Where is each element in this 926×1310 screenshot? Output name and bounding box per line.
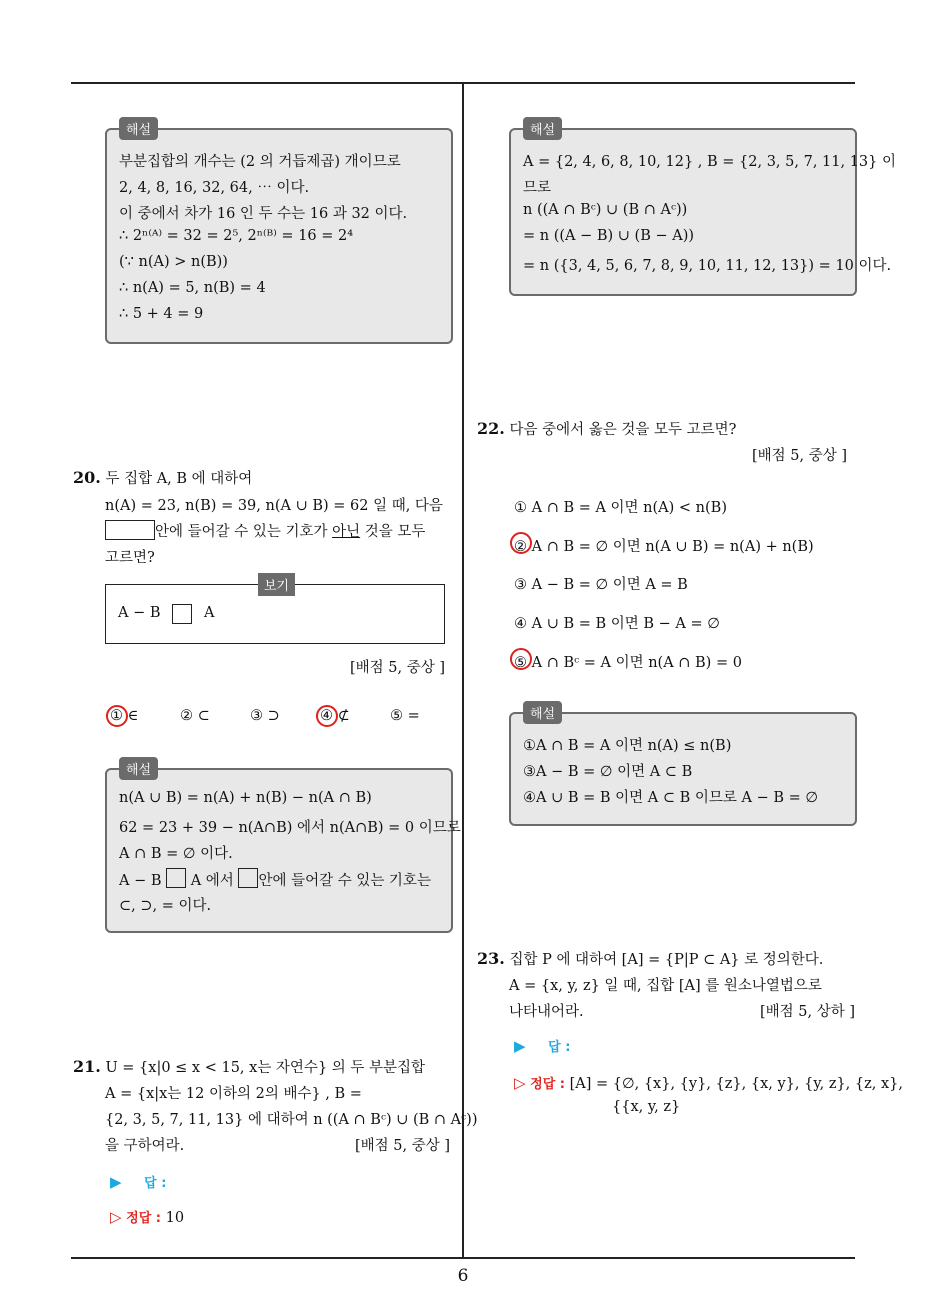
answer-mark-circle bbox=[510, 648, 532, 670]
solution-line: 므로 bbox=[523, 180, 552, 196]
correct-row bbox=[514, 1073, 903, 1092]
question-text: A = {x|x는 12 이하의 2의 배수} , B = bbox=[105, 1086, 362, 1102]
answer-mark-circle bbox=[316, 705, 338, 727]
question-text: 나타내어라. bbox=[509, 1004, 584, 1020]
solution-line: A ∩ B = ∅ 이다. bbox=[119, 846, 233, 862]
correct-value: [A] = {∅, {x}, {y}, {z}, {x, y}, {y, z}, {z, x}, bbox=[569, 1076, 903, 1092]
solution-tag: 해설 bbox=[119, 757, 158, 780]
choice[interactable]: ④ A ∪ B = B 이면 B − A = ∅ bbox=[514, 616, 720, 632]
question-text-line: 안에 들어갈 수 있는 기호가 아닌 것을 모두 bbox=[105, 520, 425, 541]
answer-label: 답 : bbox=[548, 1040, 571, 1055]
bogi-box bbox=[105, 579, 445, 644]
question-text: A = {x, y, z} 일 때, 집합 [A] 를 원소나열법으로 bbox=[509, 978, 822, 994]
blank-box bbox=[105, 520, 155, 540]
play-arrow-icon: ▶ bbox=[514, 1037, 526, 1055]
solution-line: A − B A 에서 안에 들어갈 수 있는 기호는 bbox=[119, 868, 431, 890]
solution-tag: 해설 bbox=[523, 117, 562, 140]
choice[interactable]: ④ ⊄ bbox=[320, 708, 350, 724]
bogi-right: A bbox=[204, 605, 215, 621]
bogi-blank bbox=[172, 604, 192, 624]
solution-line: 62 = 23 + 39 − n(A∩B) 에서 n(A∩B) = 0 이므로 bbox=[119, 820, 461, 836]
correct-label: 정답 : bbox=[126, 1211, 161, 1226]
solution-line: n ((A ∩ Bᶜ) ∪ (B ∩ Aᶜ)) bbox=[523, 202, 688, 218]
choice[interactable]: ② ⊂ bbox=[180, 708, 210, 724]
question-number: 22. bbox=[477, 419, 505, 438]
score: [배점 5, 중상 ] bbox=[355, 1138, 451, 1154]
question-number: 20. bbox=[73, 468, 101, 487]
choice[interactable]: ② A ∩ B = ∅ 이면 n(A ∪ B) = n(A) + n(B) bbox=[514, 539, 814, 555]
score: [배점 5, 상하 ] bbox=[760, 1004, 856, 1020]
question-number: 23. bbox=[477, 949, 505, 968]
solution-box-right-top bbox=[509, 123, 896, 296]
solution-line: ∴ n(A) = 5, n(B) = 4 bbox=[119, 280, 266, 296]
question-text: 고르면? bbox=[105, 550, 155, 566]
solution-line: ∴ 5 + 4 = 9 bbox=[119, 306, 204, 322]
outline-arrow-icon: ▷ bbox=[514, 1074, 526, 1092]
solution-line: (∵ n(A) > n(B)) bbox=[119, 254, 228, 270]
blank-box bbox=[238, 868, 258, 888]
choice[interactable]: ① A ∩ B = A 이면 n(A) < n(B) bbox=[514, 500, 727, 516]
question-20 bbox=[73, 467, 252, 488]
solution-line: ⊂, ⊃, = 이다. bbox=[119, 898, 212, 914]
solution-line: 부분집합의 개수는 (2 의 거듭제곱) 개이므로 bbox=[119, 154, 401, 170]
choice[interactable]: ③ A − B = ∅ 이면 A = B bbox=[514, 577, 688, 593]
score: [배점 5, 중상 ] bbox=[350, 660, 446, 676]
choice[interactable]: ⑤ A ∩ Bᶜ = A 이면 n(A ∩ B) = 0 bbox=[514, 655, 742, 671]
bogi-left: A − B bbox=[118, 605, 161, 621]
solution-box-22 bbox=[509, 707, 857, 826]
question-text: U = {x|0 ≤ x < 15, x는 자연수} 의 두 부분집합 bbox=[105, 1060, 426, 1076]
choice[interactable]: ③ ⊃ bbox=[250, 708, 280, 724]
solution-line: ③A − B = ∅ 이면 A ⊂ B bbox=[523, 764, 693, 780]
question-text: n(A) = 23, n(B) = 39, n(A ∪ B) = 62 일 때, 다음 bbox=[105, 498, 443, 514]
choice[interactable]: ① ∈ bbox=[110, 708, 139, 724]
solution-box-19 bbox=[105, 123, 453, 344]
question-21 bbox=[73, 1056, 425, 1077]
answer-mark-circle bbox=[106, 705, 128, 727]
question-text: 다음 중에서 옳은 것을 모두 고르면? bbox=[509, 422, 737, 438]
solution-line: ∴ 2ⁿ⁽ᴬ⁾ = 32 = 2⁵, 2ⁿ⁽ᴮ⁾ = 16 = 2⁴ bbox=[119, 228, 354, 244]
answer-mark-circle bbox=[510, 532, 532, 554]
correct-row bbox=[110, 1207, 184, 1226]
question-text: {2, 3, 5, 7, 11, 13} 에 대하여 n ((A ∩ Bᶜ) ∪ (B ∩ Aᶜ)) bbox=[105, 1112, 478, 1128]
question-text: 집합 P 에 대하여 [A] = {P|P ⊂ A} 로 정의한다. bbox=[509, 952, 824, 968]
solution-line: A = {2, 4, 6, 8, 10, 12} , B = {2, 3, 5, 7, 11, 13} 이 bbox=[523, 154, 896, 170]
question-text: 을 구하여라. bbox=[105, 1138, 185, 1154]
bogi-tag: 보기 bbox=[258, 573, 295, 596]
score: [배점 5, 중상 ] bbox=[752, 448, 848, 464]
solution-line: = n ((A − B) ∪ (B − A)) bbox=[523, 228, 695, 244]
outline-arrow-icon: ▷ bbox=[110, 1208, 122, 1226]
correct-value: 10 bbox=[165, 1210, 185, 1226]
solution-line: = n ({3, 4, 5, 6, 7, 8, 9, 10, 11, 12, 13}) = 10 이다. bbox=[523, 258, 892, 274]
question-23 bbox=[477, 948, 823, 969]
question-text: 두 집합 A, B 에 대하여 bbox=[105, 471, 253, 487]
question-22 bbox=[477, 418, 736, 439]
solution-line: n(A ∪ B) = n(A) + n(B) − n(A ∩ B) bbox=[119, 790, 372, 806]
correct-value-continued: {{x, y, z} bbox=[612, 1099, 681, 1115]
choice[interactable]: ⑤ = bbox=[390, 708, 420, 724]
solution-line: ①A ∩ B = A 이면 n(A) ≤ n(B) bbox=[523, 738, 732, 754]
bottom-rule bbox=[71, 1257, 855, 1259]
solution-tag: 해설 bbox=[119, 117, 158, 140]
blank-box bbox=[166, 868, 186, 888]
solution-tag: 해설 bbox=[523, 701, 562, 724]
column-divider bbox=[462, 84, 464, 1259]
solution-line: ④A ∪ B = B 이면 A ⊂ B 이므로 A − B = ∅ bbox=[523, 790, 818, 806]
solution-box-20 bbox=[105, 763, 461, 933]
solution-line: 2, 4, 8, 16, 32, 64, ⋯ 이다. bbox=[119, 180, 310, 196]
answer-label: 답 : bbox=[144, 1176, 167, 1191]
answer-row bbox=[514, 1036, 570, 1055]
play-arrow-icon: ▶ bbox=[110, 1173, 122, 1191]
page-number: 6 bbox=[457, 1266, 469, 1286]
question-number: 21. bbox=[73, 1057, 101, 1076]
solution-line: 이 중에서 차가 16 인 두 수는 16 과 32 이다. bbox=[119, 206, 408, 222]
correct-label: 정답 : bbox=[530, 1077, 565, 1092]
answer-row bbox=[110, 1172, 166, 1191]
